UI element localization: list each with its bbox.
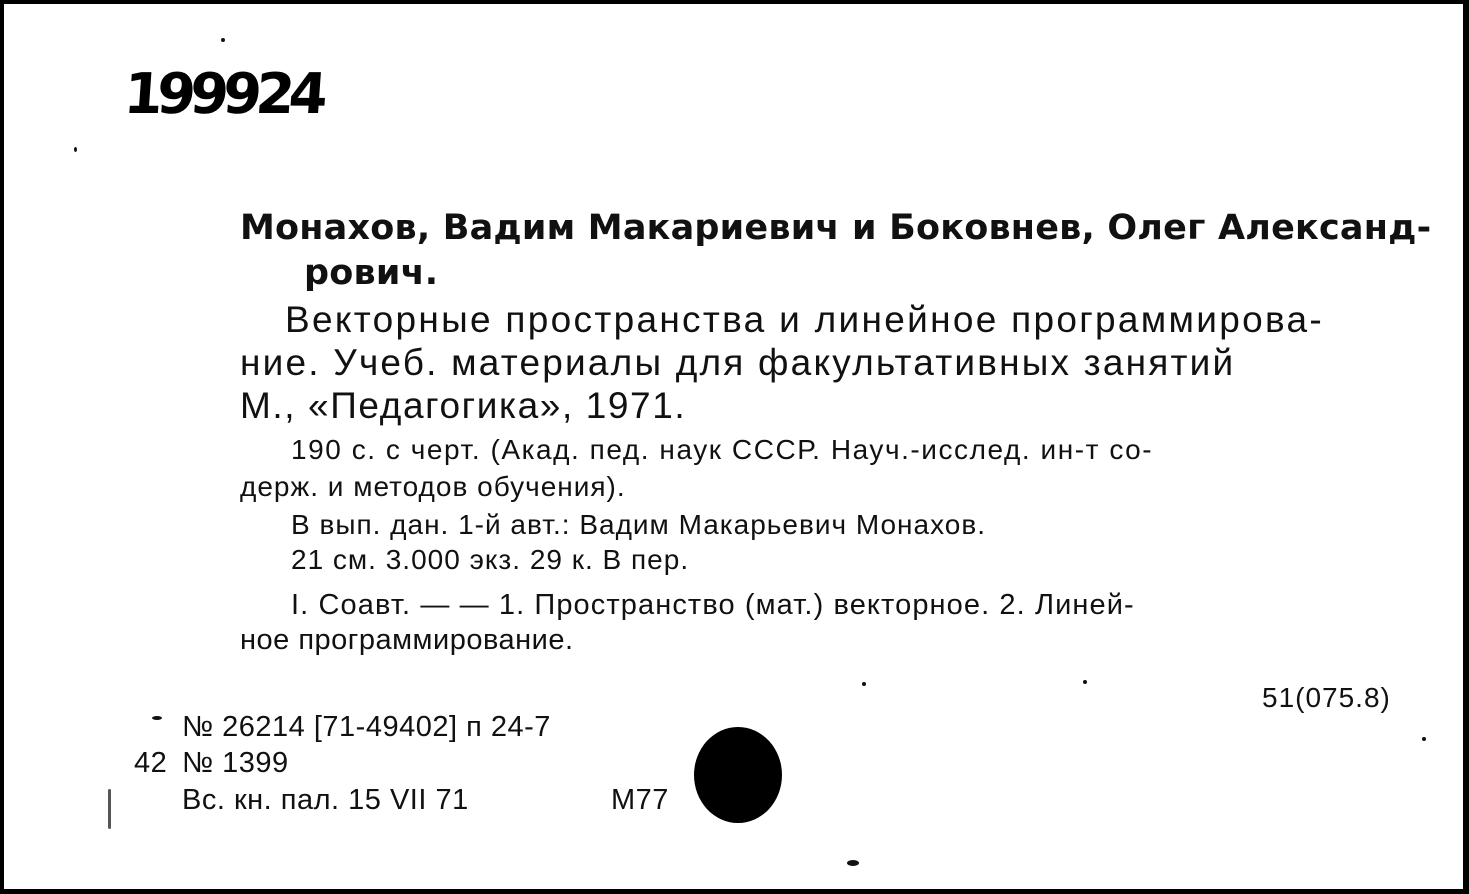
- record-line-3: Вс. кн. пал. 15 VII 71: [182, 784, 469, 816]
- ink-speck: [74, 147, 77, 152]
- record-line-2-prefix: 42: [134, 747, 168, 779]
- description-line-2: держ. и методов обучения).: [240, 471, 626, 502]
- ink-speck: [847, 860, 859, 866]
- author-line-1: Монахов, Вадим Макариевич и Боковнев, Олег Александ-: [240, 208, 1432, 248]
- ink-speck: [1422, 737, 1426, 741]
- record-line-1: № 26214 [71-49402] п 24-7: [182, 711, 551, 743]
- record-line-2: № 1399: [182, 747, 289, 779]
- description-line-1: 190 с. с черт. (Акад. пед. наук СССР. Науч.-исслед. ин-т со-: [291, 434, 1154, 465]
- subjects-line-2: ное программирование.: [240, 624, 574, 656]
- ink-mark: [108, 789, 111, 829]
- ink-speck: [862, 682, 866, 686]
- title-line-2: ние. Учеб. материалы для факультативных занятий: [240, 342, 1236, 383]
- classification-code: 51(075.8): [1262, 682, 1391, 713]
- ink-speck: [1083, 680, 1087, 684]
- author-line-2: рович.: [304, 253, 439, 293]
- title-line-1: Векторные пространства и линейное программирова-: [285, 299, 1325, 340]
- punch-hole: [694, 727, 782, 823]
- subjects-line-1: I. Соавт. — — 1. Пространство (мат.) векторное. 2. Линей-: [291, 589, 1135, 621]
- record-code: М77: [611, 784, 669, 816]
- ink-speck: [221, 38, 225, 42]
- handwritten-inventory-number: 199924: [121, 62, 325, 127]
- title-line-3: М., «Педагогика», 1971.: [240, 385, 687, 426]
- ink-speck: [152, 716, 162, 720]
- format-line: 21 см. 3.000 экз. 29 к. В пер.: [291, 544, 690, 575]
- note-line: В вып. дан. 1-й авт.: Вадим Макарьевич Монахов.: [291, 509, 986, 540]
